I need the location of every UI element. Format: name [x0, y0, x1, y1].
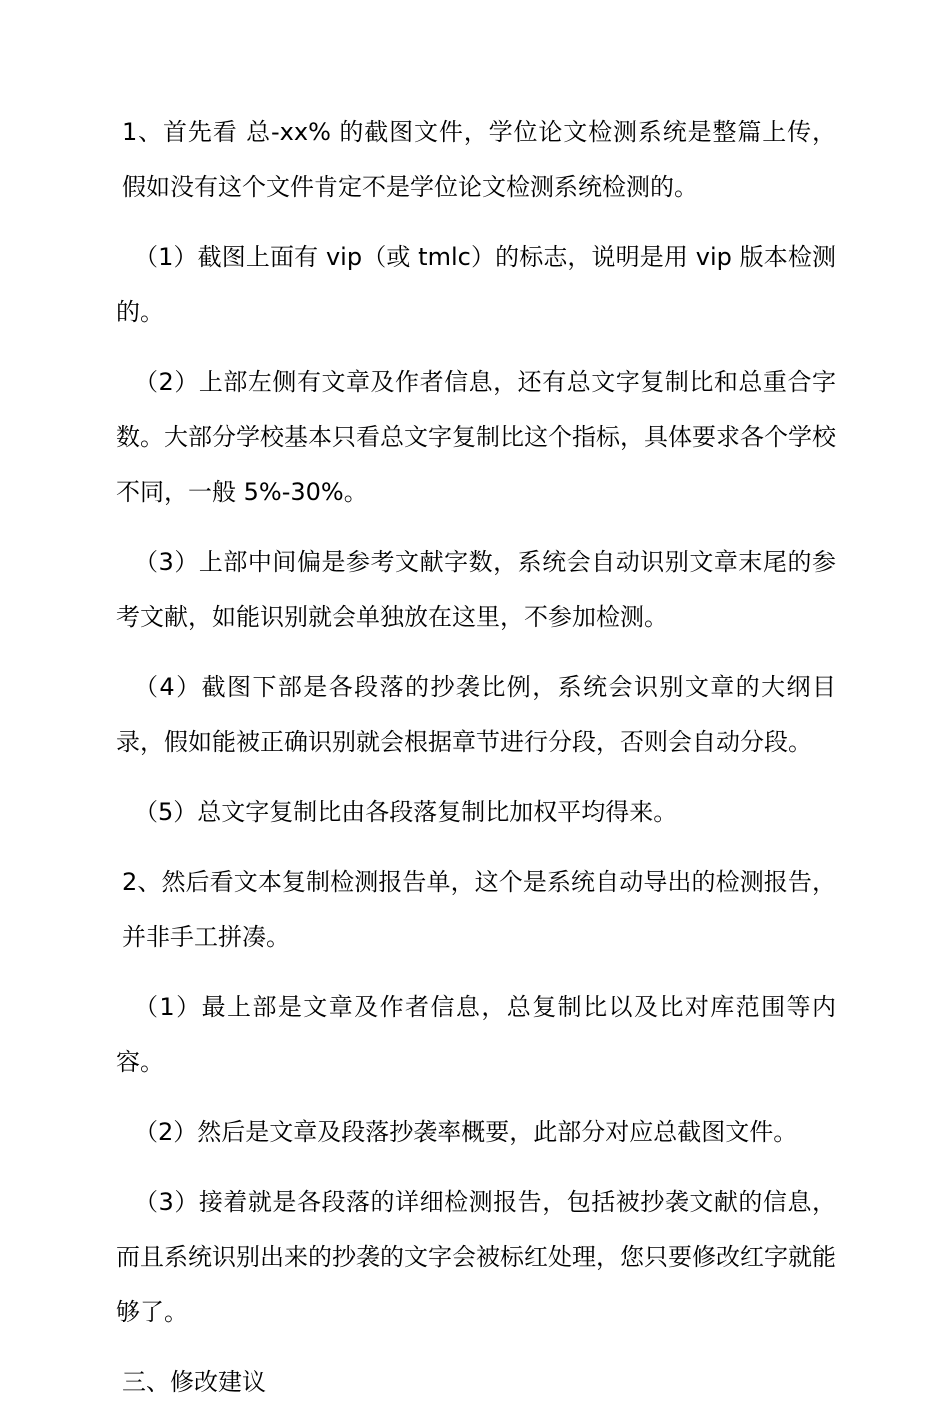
paragraph-item-2-1: （1）最上部是文章及作者信息，总复制比以及比对库范围等内容。	[116, 993, 836, 1076]
paragraph-item-2-2: （2）然后是文章及段落抄袭率概要，此部分对应总截图文件。	[134, 1118, 798, 1146]
paragraph-item-1-1: （1）截图上面有 vip（或 tmlc）的标志，说明是用 vip 版本检测的。	[116, 243, 836, 326]
paragraph-item-1-4: （4）截图下部是各段落的抄袭比例，系统会识别文章的大纲目录，假如能被正确识别就会根据章节进行分段，否则会自动分段。	[116, 673, 836, 756]
paragraph-section-1: 1、首先看 总-xx% 的截图文件，学位论文检测系统是整篇上传，假如没有这个文件肯定不是学位论文检测系统检测的。	[122, 118, 836, 201]
paragraph-item-1-5: （5）总文字复制比由各段落复制比加权平均得来。	[134, 798, 678, 826]
section-heading-suggestions: 三、修改建议	[122, 1368, 266, 1396]
paragraph-item-1-2: （2）上部左侧有文章及作者信息，还有总文字复制比和总重合字数。大部分学校基本只看总文字复制比这个指标，具体要求各个学校不同，一般 5%-30%。	[116, 368, 836, 506]
paragraph-section-2: 2、然后看文本复制检测报告单，这个是系统自动导出的检测报告，并非手工拼凑。	[122, 868, 836, 951]
paragraph-item-1-3: （3）上部中间偏是参考文献字数，系统会自动识别文章末尾的参考文献，如能识别就会单独放在这里，不参加检测。	[116, 548, 836, 631]
document-body	[116, 105, 836, 1425]
paragraph-item-2-3: （3）接着就是各段落的详细检测报告，包括被抄袭文献的信息，而且系统识别出来的抄袭的文字会被标红处理，您只要修改红字就能够了。	[116, 1188, 836, 1326]
